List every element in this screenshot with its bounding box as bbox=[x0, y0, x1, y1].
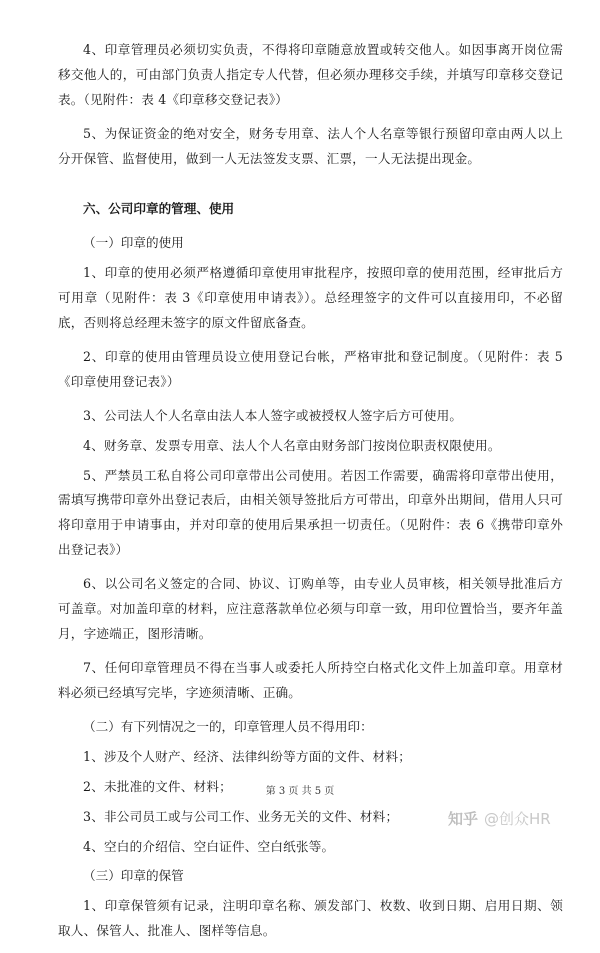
restriction-item-2: 2、未批准的文件、材料； bbox=[83, 778, 232, 794]
usage-item-1: 1、印章的使用必须严格遵循印章使用审批程序，按照印章的使用范围，经审批后方可用章（见附件：表 3《印章使用申请表》）。总经理签字的文件可以直接用印，不必留底，否则将总经理未签字的原文件留底备查。 bbox=[58, 265, 563, 330]
usage-item-5: 5、严禁员工私自将公司印章带出公司使用。若因工作需要，确需将印章带出使用，需填写携带印章外出登记表后，由相关领导签批后方可带出，印章外出期间，借用人只可将印章用于申请事由，并对印章的使用后果承担一切责任。（见附件：表 6《携带印章外出登记表》） bbox=[58, 467, 563, 558]
paragraph-4: 4、印章管理员必须切实负责，不得将印章随意放置或转交他人。如因事离开岗位需移交他人的，可由部门负责人指定专人代替，但必须办理移交手续，并填写印章移交登记表。（见附件：表 4《印章移交登记表》） bbox=[58, 42, 563, 107]
subsection-1-title: （一）印章的使用 bbox=[83, 235, 184, 251]
usage-item-7: 7、任何印章管理员不得在当事人或委托人所持空白格式化文件上加盖印章。用章材料必须已经填写完毕，字迹须清晰、正确。 bbox=[58, 660, 563, 701]
usage-item-4: 4、财务章、发票专用章、法人个人名章由财务部门按岗位职责权限使用。 bbox=[83, 437, 501, 453]
custody-item-1: 1、印章保管须有记录，注明印章名称、颁发部门、枚数、收到日期、启用日期、领取人、保管人、批准人、图样等信息。 bbox=[58, 898, 563, 938]
restriction-item-3: 3、非公司员工或与公司工作、业务无关的文件、材料； bbox=[83, 808, 399, 824]
page-footer bbox=[0, 782, 600, 797]
paragraph-5: 5、为保证资金的绝对安全，财务专用章、法人个人名章等银行预留印章由两人以上分开保管、监督使用，做到一人无法签发支票、汇票，一人无法提出现金。 bbox=[58, 125, 563, 166]
usage-item-6: 6、以公司名义签定的合同、协议、订购单等，由专业人员审核，相关领导批准后方可盖章。对加盖印章的材料，应注意落款单位必须与印章一致，用印位置恰当，要齐年盖月，字迹端正，图形清晰。 bbox=[58, 576, 563, 641]
watermark-handle: @创众HR bbox=[484, 810, 551, 828]
restriction-item-4: 4、空白的介绍信、空白证件、空白纸张等。 bbox=[83, 838, 335, 854]
restriction-item-1: 1、涉及个人财产、经济、法律纠纷等方面的文件、材料； bbox=[83, 749, 412, 765]
section-6-heading: 六、公司印章的管理、使用 bbox=[83, 201, 235, 217]
usage-item-2: 2、印章的使用由管理员设立使用登记台帐，严格审批和登记制度。（见附件：表 5《印章使用登记表》） bbox=[58, 348, 563, 389]
watermark-brand: 知乎 bbox=[448, 810, 479, 828]
usage-item-3: 3、公司法人个人名章由法人本人签字或被授权人签字后方可使用。 bbox=[83, 408, 463, 424]
watermark bbox=[448, 808, 551, 829]
page-number: 第 3 页 共 5 页 bbox=[265, 786, 335, 797]
subsection-2-title: （二）有下列情况之一的，印章管理人员不得用印： bbox=[83, 719, 373, 735]
subsection-3-title: （三）印章的保管 bbox=[83, 868, 184, 884]
